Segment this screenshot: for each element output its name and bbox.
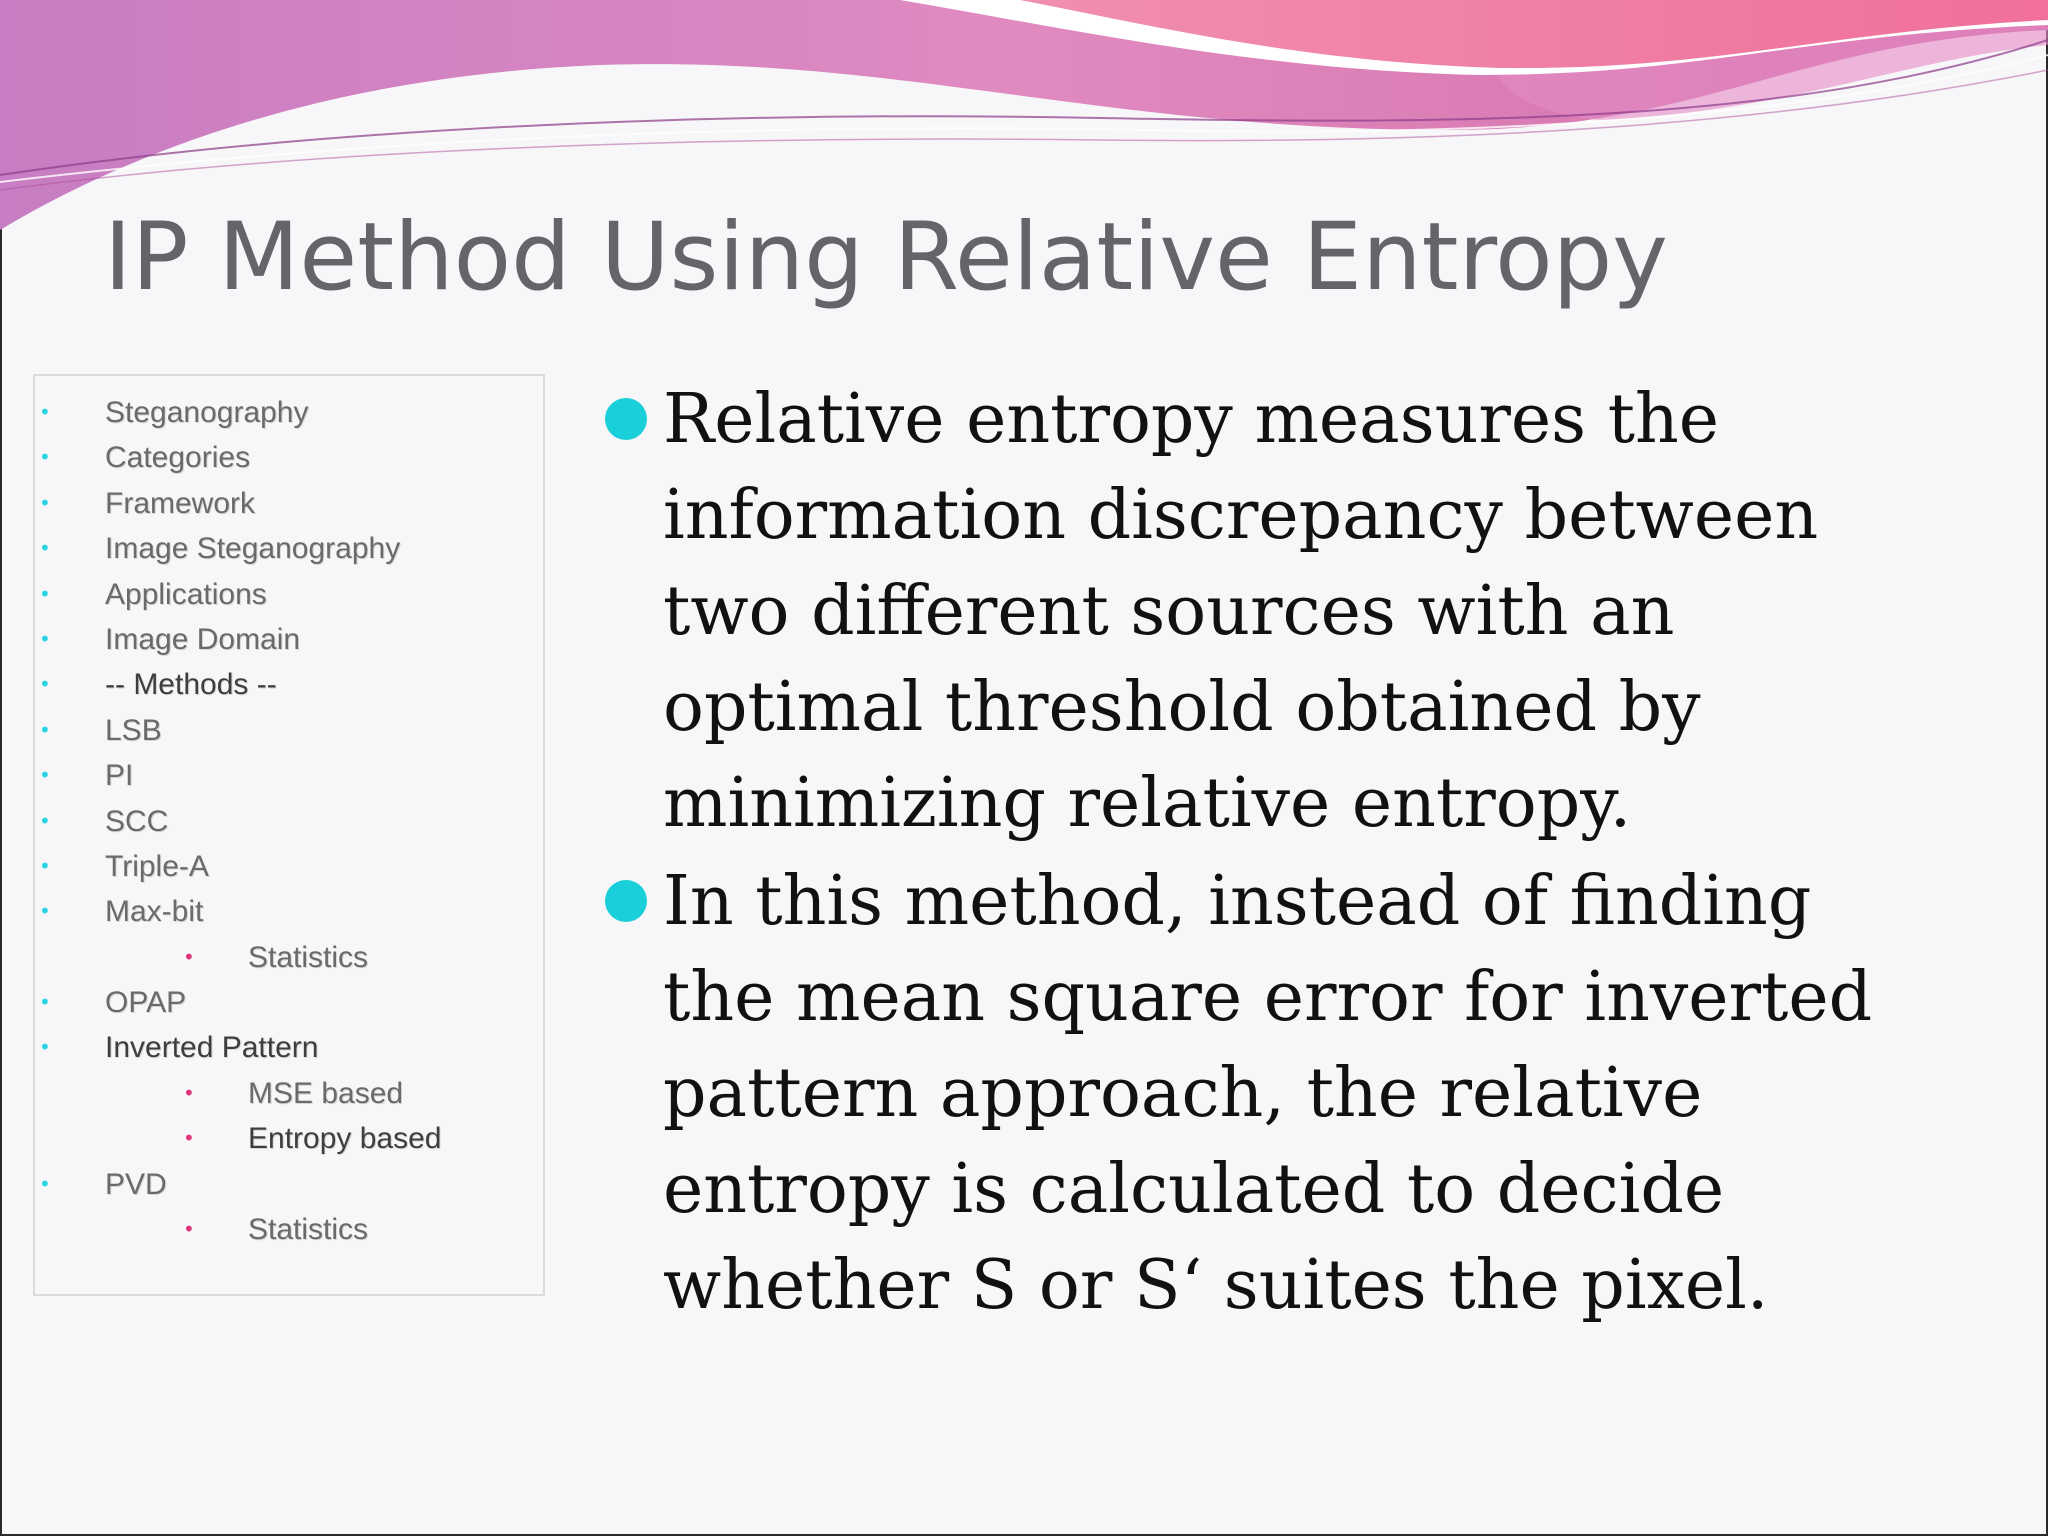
nav-item-label: Framework: [105, 486, 256, 520]
bullet-dot-icon: •: [39, 853, 51, 878]
bullet-dot-icon: •: [183, 1080, 195, 1105]
content-bullet: [605, 854, 2005, 1334]
bullet-dot-icon: •: [183, 1126, 195, 1151]
bullet-circle-icon: [605, 398, 647, 440]
nav-item-label: Statistics: [248, 1213, 369, 1247]
content-bullet: [605, 372, 2005, 852]
bullet-dot-icon: •: [39, 808, 51, 833]
bullet-dot-icon: •: [39, 490, 51, 515]
nav-item-label: Image Steganography: [105, 532, 401, 566]
bullet-text-line: optimal threshold obtained by: [663, 668, 1701, 747]
bullet-text-line: the mean square error for inverted: [663, 958, 1873, 1037]
nav-item-label: Inverted Pattern: [105, 1031, 319, 1065]
nav-item-label: Entropy based: [248, 1122, 442, 1156]
bullet-text-line: pattern approach, the relative: [663, 1054, 1703, 1133]
bullet-dot-icon: •: [183, 944, 195, 969]
bullet-text-line: minimizing relative entropy.: [663, 764, 1632, 843]
bullet-dot-icon: •: [39, 536, 51, 561]
bullet-dot-icon: •: [39, 1171, 51, 1196]
nav-item-label: Steganography: [105, 396, 309, 429]
nav-item-label: Categories: [105, 441, 251, 475]
bullet-dot-icon: •: [39, 445, 51, 470]
bullet-dot-icon: •: [39, 400, 51, 424]
bullet-dot-icon: •: [39, 581, 51, 606]
bullet-text-line: entropy is calculated to decide: [663, 1150, 1725, 1229]
nav-item-label: Statistics: [248, 940, 369, 974]
bullet-text-line: Relative entropy measures the: [663, 380, 1720, 459]
nav-item-label: LSB: [105, 713, 162, 747]
nav-item-label: Max-bit: [105, 895, 204, 929]
bullet-dot-icon: •: [39, 672, 51, 697]
bullet-dot-icon: •: [39, 899, 51, 924]
bullet-dot-icon: •: [39, 1035, 51, 1060]
bullet-dot-icon: •: [39, 990, 51, 1015]
nav-item-label: -- Methods --: [105, 668, 277, 702]
bullet-text-line: In this method, instead of finding: [663, 862, 1812, 941]
bullet-dot-icon: •: [39, 717, 51, 742]
bullet-dot-icon: •: [39, 763, 51, 788]
nav-item-label: MSE based: [248, 1076, 404, 1110]
nav-item-label: SCC: [105, 804, 169, 838]
bullet-circle-icon: [605, 880, 647, 922]
nav-item-label: PI: [105, 759, 134, 793]
nav-item-label: OPAP: [105, 986, 187, 1020]
nav-item-label: Applications: [105, 577, 267, 611]
bullet-dot-icon: •: [39, 626, 51, 651]
nav-item-label: PVD: [105, 1167, 167, 1201]
bullet-text-line: information discrepancy between: [663, 476, 1819, 555]
bullet-dot-icon: •: [183, 1217, 195, 1242]
nav-item-label: Image Domain: [105, 622, 301, 656]
slide-title: IP Method Using Relative Entropy: [104, 203, 1668, 312]
bullet-text-line: whether S or S‘ suites the pixel.: [663, 1246, 1769, 1325]
nav-item-label: Triple-A: [105, 849, 209, 883]
slide-content: [605, 372, 2005, 1334]
bullet-text-line: two different sources with an: [663, 572, 1675, 651]
topic-navigation-panel: [33, 374, 545, 1296]
